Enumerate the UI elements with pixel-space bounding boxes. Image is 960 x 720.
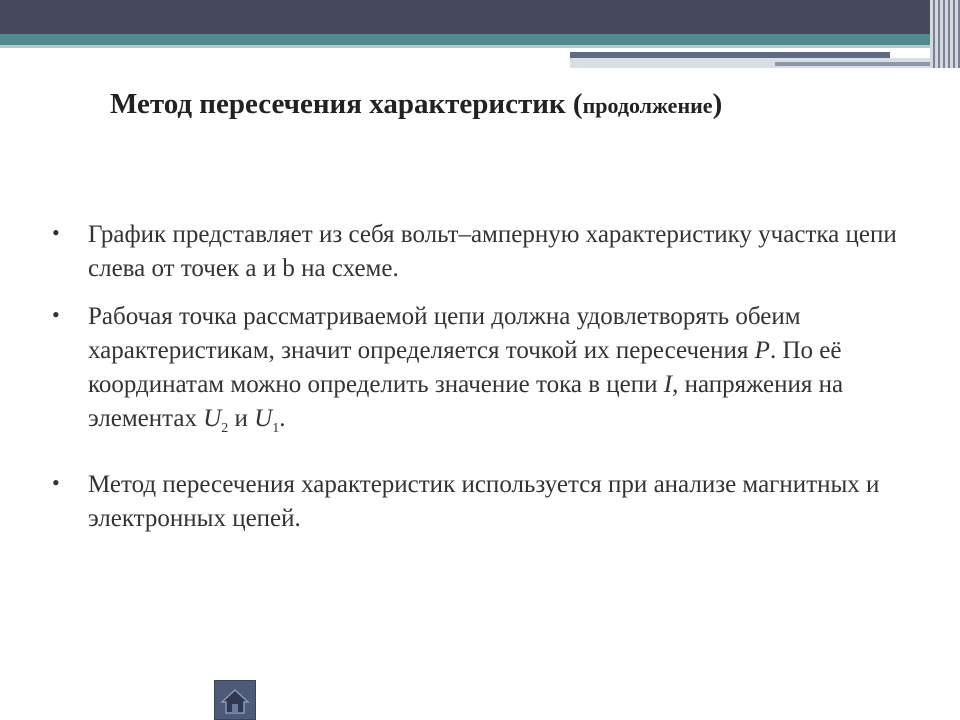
bullet-marker: • bbox=[52, 470, 60, 495]
bullet-marker: • bbox=[52, 302, 60, 327]
slide-title bbox=[110, 84, 950, 126]
variable-u1: U bbox=[254, 405, 273, 432]
header-decor-dark bbox=[570, 52, 890, 58]
bullet-item bbox=[52, 300, 912, 446]
subscript-1: 1 bbox=[272, 421, 280, 436]
bullet-text-part: , напряжения на элементах bbox=[88, 371, 844, 432]
header-accent-bar bbox=[0, 34, 960, 45]
header-bar bbox=[0, 0, 960, 34]
subscript-2: 2 bbox=[221, 421, 229, 436]
bullet-item bbox=[52, 468, 912, 536]
home-button[interactable] bbox=[214, 680, 256, 720]
title-main: Метод пересечения характеристик ( bbox=[110, 88, 583, 120]
bullet-text-part: . По её координатам можно определить значение тока в цепи bbox=[88, 337, 842, 398]
variable-i: I bbox=[663, 371, 673, 398]
bullet-item bbox=[52, 218, 912, 286]
bullet-text-part: . bbox=[279, 405, 286, 432]
home-icon bbox=[220, 687, 250, 715]
bullet-marker: • bbox=[52, 220, 60, 245]
title-sub: продолжение bbox=[582, 93, 713, 118]
bullet-text: График представляет из себя вольт–амперную характеристику участка цепи слева от точек a и b на схеме. bbox=[88, 221, 897, 282]
variable-u2: U bbox=[203, 405, 222, 432]
title-close: ) bbox=[712, 88, 723, 120]
bullet-text-part: и bbox=[228, 405, 255, 432]
header-decor-mid bbox=[775, 62, 945, 66]
bullet-text: Метод пересечения характеристик используется при анализе магнитных и электронных цепей. bbox=[88, 471, 880, 532]
corner-decoration bbox=[930, 0, 960, 68]
variable-p: P bbox=[754, 337, 770, 364]
bullet-text-part: Рабочая точка рассматриваемой цепи должна удовлетворять обеим характеристикам, значит определяется точкой их пересечения bbox=[88, 303, 801, 364]
header-divider bbox=[0, 45, 960, 48]
bullet-list bbox=[52, 218, 912, 536]
